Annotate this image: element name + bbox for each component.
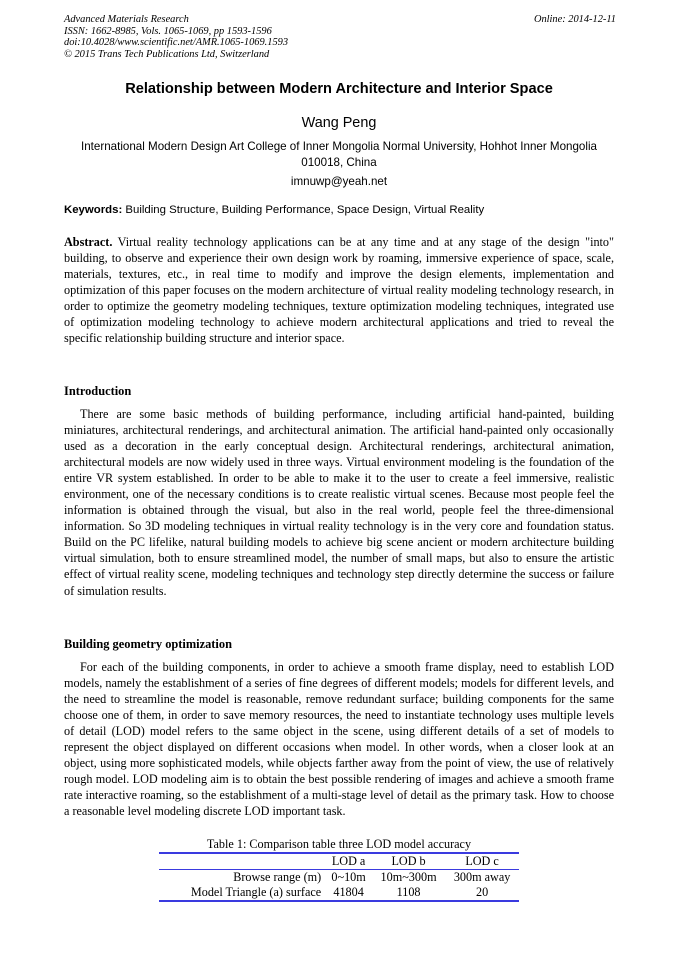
table-header-cell: LOD c [465, 854, 499, 868]
abstract [64, 234, 614, 346]
abstract-label: Abstract. [64, 235, 113, 249]
author-name: Wang Peng [301, 115, 377, 131]
table-cell: 10m~300m [380, 870, 437, 884]
paper-title: Relationship between Modern Architecture and Interior Space [125, 81, 553, 97]
section-heading-geometry: Building geometry optimization [64, 637, 232, 651]
table-cell: Browse range (m) [233, 870, 322, 884]
keywords [64, 204, 616, 216]
running-header [64, 14, 616, 60]
table-cell: 1108 [396, 885, 421, 899]
journal-name: Advanced Materials Research [64, 14, 189, 25]
issn-line: ISSN: 1662-8985, Vols. 1065-1069, pp 1593-1596 [64, 25, 272, 37]
table-row [159, 885, 519, 901]
keywords-text: Building Structure, Building Performance, Space Design, Virtual Reality [125, 204, 485, 216]
online-date: Online: 2014-12-11 [533, 14, 616, 25]
table-cell: 20 [475, 885, 489, 899]
table-cell: 41804 [333, 885, 364, 899]
table-header-row [159, 853, 519, 870]
table-caption: Table 1: Comparison table three LOD model accuracy [206, 837, 472, 851]
lod-table [159, 852, 519, 902]
author-affiliation: International Modern Design Art College of Inner Mongolia Normal University, Hohhot Inner Mongolia 010018, China [81, 140, 597, 169]
keywords-label: Keywords: [64, 204, 123, 216]
abstract-text: Virtual reality technology applications can be at any time and at any stage of the design "into" building, to observe and experience their own design work by roaming, immersive experience of space, scale, materials, textures, etc., in real time to modify and improve the design elements, implementation and optimization of this paper focuses on the modern architecture of virtual reality modeling technology research, in order to optimize the geometry modeling techniques, texture optimization modeling techniques, integrated use of optimization modeling technology to achieve modern architectural applications and tried to reveal the specific relationship building structure and interior space. [64, 235, 615, 346]
copyright-line: © 2015 Trans Tech Publications Ltd, Switzerland [64, 48, 270, 60]
table-header-cell: LOD a [331, 854, 366, 868]
section-heading-introduction: Introduction [64, 384, 132, 398]
table-cell: 0~10m [331, 870, 366, 884]
author-email: imnuwp@yeah.net [290, 175, 388, 188]
introduction-paragraph: There are some basic methods of building performance, including artificial hand-painted, building miniatures, architectural renderings, and architectural animation. The artificial hand-painted only occasionally used as a decoration in the early conceptual design. Architectural renderings, architectural animation, architectural models are now widely used in three ways. Virtual environment modeling is the foundation of the entire VR system established. In order to be able to make it to the user to create a feel immersive, realistic environment, one of the necessary conditions is to create realistic virtual scenes. Because most people feel the information is obtained through the visual, but also in the real world, people feel the three-dimensional information. So 3D modeling techniques in virtual reality technology is in the very core and foundation status. Build on the PC lifelike, natural building models to achieve big scene ancient or modern architecture building virtual simulation, both to ensure streamlined model, the number of small maps, but also to ensure the artistic effect of virtual reality scene, modeling techniques and technology step directly determine the success or failure of simulation results. [64, 407, 614, 598]
table-header-cell: LOD b [391, 854, 426, 868]
table-cell: Model Triangle (a) surface [190, 885, 322, 899]
doi-line: doi:10.4028/www.scientific.net/AMR.1065-1069.1593 [64, 37, 289, 49]
table-row [159, 870, 519, 886]
table-header-cell [159, 853, 325, 870]
geometry-paragraph: For each of the building components, in order to achieve a smooth frame display, need to establish LOD models, namely the establishment of a series of fine degrees of different models; models for different levels, and the need to streamline the model is reasonable, remove redundant surface; building components for the same choose one of them, in order to save memory resources, the need to instantiate technology uses multiple levels of detail (LOD) model refers to the same object in the scene, using different details of a set of models to represent the object displayed on different occasions when model. In other words, when a closer look at an object, using more sophisticated models, while objects farther away from the point of view, the use of relatively rough model. LOD modeling aim is to obtain the best possible rendering of images and achieve a smooth frame rate interactive roaming, so the establishment of a multi-stage level of detail as the primary task. How to choose a reasonable level modeling discrete LOD important task. [64, 660, 614, 819]
table-cell: 300m away [453, 870, 511, 884]
